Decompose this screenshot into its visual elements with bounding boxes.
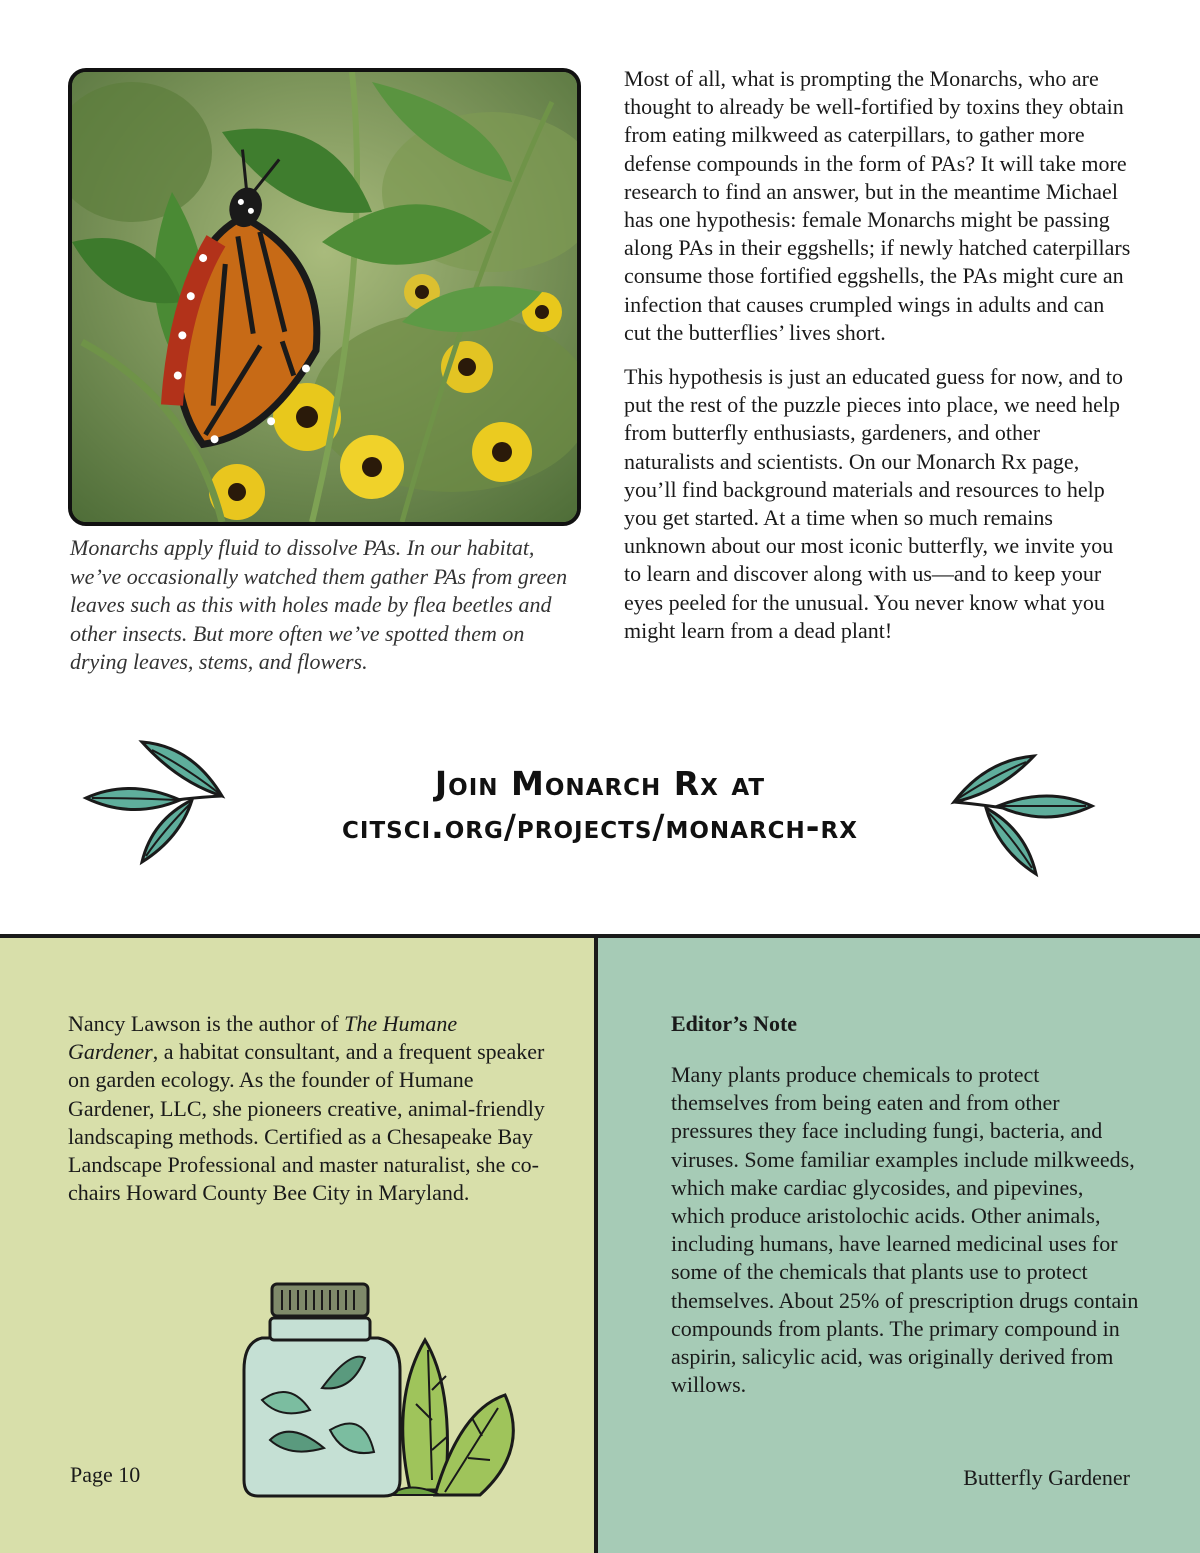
leaf-sprig-icon xyxy=(946,752,1096,880)
body-paragraph: Most of all, what is prompting the Monarchs, who are thought to already be well-fortified by toxins they obtain from eating milkweed as caterpillars, to gather more defense compounds in the form of PAs? It will take more research to find an answer, but in the meantime Michael has one hypothesis: female Monarchs might be passing along PAs in their eggshells; if newly hatched caterpillars consume those fortified eggshells, the PAs might cure an infection that causes crumpled wings in adults and can cut the butterflies’ lives short. xyxy=(624,66,1131,345)
editors-note-title: Editor’s Note xyxy=(671,1011,798,1036)
publication-name: Butterfly Gardener xyxy=(963,1465,1130,1490)
editors-note-panel xyxy=(598,938,1200,1553)
monarch-photo-illustration xyxy=(72,72,577,522)
author-bio-text: Nancy Lawson is the author of xyxy=(68,1011,345,1036)
herb-jar-icon xyxy=(240,1280,540,1500)
author-bio-panel xyxy=(0,938,598,1553)
article-body xyxy=(624,65,1134,661)
join-callout xyxy=(240,762,960,848)
bottom-panels xyxy=(0,934,1200,1553)
project-link[interactable]: citsci.org/projects/monarch-rx xyxy=(342,807,858,846)
body-paragraph: This hypothesis is just an educated guess for now, and to put the rest of the puzzle pieces into place, we need help from butterfly enthusiasts, gardeners, and other naturalists and scientists. On our Monarch Rx page, you’ll find background materials and resources to help you get started. At a time when so much remains unknown about our most iconic butterfly, we invite you to learn and discover along with us—and to keep your eyes peeled for the unusual. You never know what you might learn from a dead plant! xyxy=(624,364,1123,643)
book-title: The Humane Gardener xyxy=(68,1011,458,1065)
leaf-sprig-icon xyxy=(82,738,230,866)
page-number: Page 10 xyxy=(70,1462,141,1487)
monarch-photo xyxy=(68,68,581,526)
editors-note-text: Many plants produce chemicals to protect themselves from being eaten and from other pressures they face including fungi, bacteria, and viruses. Some familiar examples include milkweeds, which make cardiac glycosides, and pipevines, which produce aristolochic acids. Other animals, including humans, have learned medicinal uses for some of the chemicals that plants use to protect themselves. About 25% of prescription drugs contain compounds from plants. The primary compound in aspirin, salicylic acid, was originally derived from willows. xyxy=(671,1062,1139,1398)
author-bio-text: , a habitat consultant, and a frequent speaker on garden ecology. As the founder of Humane Gardener, LLC, she pioneers creative, animal-friendly landscaping methods. Certified as a Chesapeake Bay Landscape Professional and master naturalist, she co-chairs Howard County Bee City in Maryland. xyxy=(68,1039,545,1206)
join-callout-line1: Join Monarch Rx at xyxy=(434,764,766,803)
author-bio xyxy=(68,1010,548,1207)
photo-caption: Monarchs apply fluid to dissolve PAs. In our habitat, we’ve occasionally watched them gather PAs from green leaves such as this with holes made by flea beetles and other insects. But more often we’ve spotted them on drying leaves, stems, and flowers. xyxy=(70,535,568,674)
